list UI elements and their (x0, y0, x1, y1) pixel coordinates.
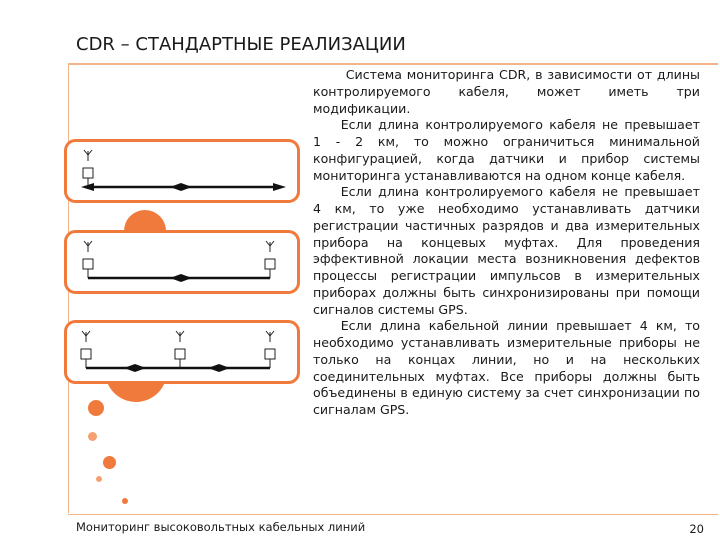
page-number: 20 (689, 522, 704, 536)
paragraph-config-3: Если длина кабельной линии превышает 4 км, то необходимо устанавливать измерительные приборы не только на концах линии, но и на нескольких соединительных муфтах. Все приборы должны быть объединены в единую систему за счет синхронизации по сигналам GPS. (313, 318, 700, 417)
decor-circle-small-5 (122, 498, 128, 504)
footer-divider (68, 514, 718, 515)
decor-circle-small-4 (96, 476, 102, 482)
paragraph-intro: Система мониторинга CDR, в зависимости от длины контролируемого кабеля, может иметь три модификации. (313, 67, 700, 116)
decor-circle-small-1 (88, 400, 104, 416)
device-icon (175, 349, 185, 359)
device-icon (81, 349, 91, 359)
title-divider (68, 63, 718, 65)
paragraph-config-2: Если длина контролируемого кабеля не превышает 4 км, то уже необходимо устанавливать датчики регистрации частичных разрядов и два измерительных прибора на концевых муфтах. Для проведения эффективной локации места возникновения дефектов процессы регистрации импульсов в измерительных приборах должны быть синхронизированы при помощи сигналов системы GPS. (313, 184, 700, 317)
diagram-config-multi-joint (64, 320, 300, 388)
diagram-config-minimal (64, 139, 300, 207)
device-icon (265, 349, 275, 359)
device-icon (265, 259, 275, 269)
device-icon (83, 168, 93, 178)
decor-circle-small-2 (88, 432, 97, 441)
diagram-config-two-ends (64, 230, 300, 298)
paragraph-config-1: Если длина контролируемого кабеля не превышает 1 - 2 км, то можно ограничиться минимальной конфигурацией, когда датчики и прибор системы мониторинга устанавливаются на одном конце кабеля. (313, 117, 700, 183)
device-icon (83, 259, 93, 269)
decor-circle-small-3 (103, 456, 116, 469)
footer-caption: Мониторинг высоковольтных кабельных линий (76, 520, 366, 534)
body-text (313, 67, 700, 419)
slide-title: CDR – СТАНДАРТНЫЕ РЕАЛИЗАЦИИ (76, 34, 406, 55)
